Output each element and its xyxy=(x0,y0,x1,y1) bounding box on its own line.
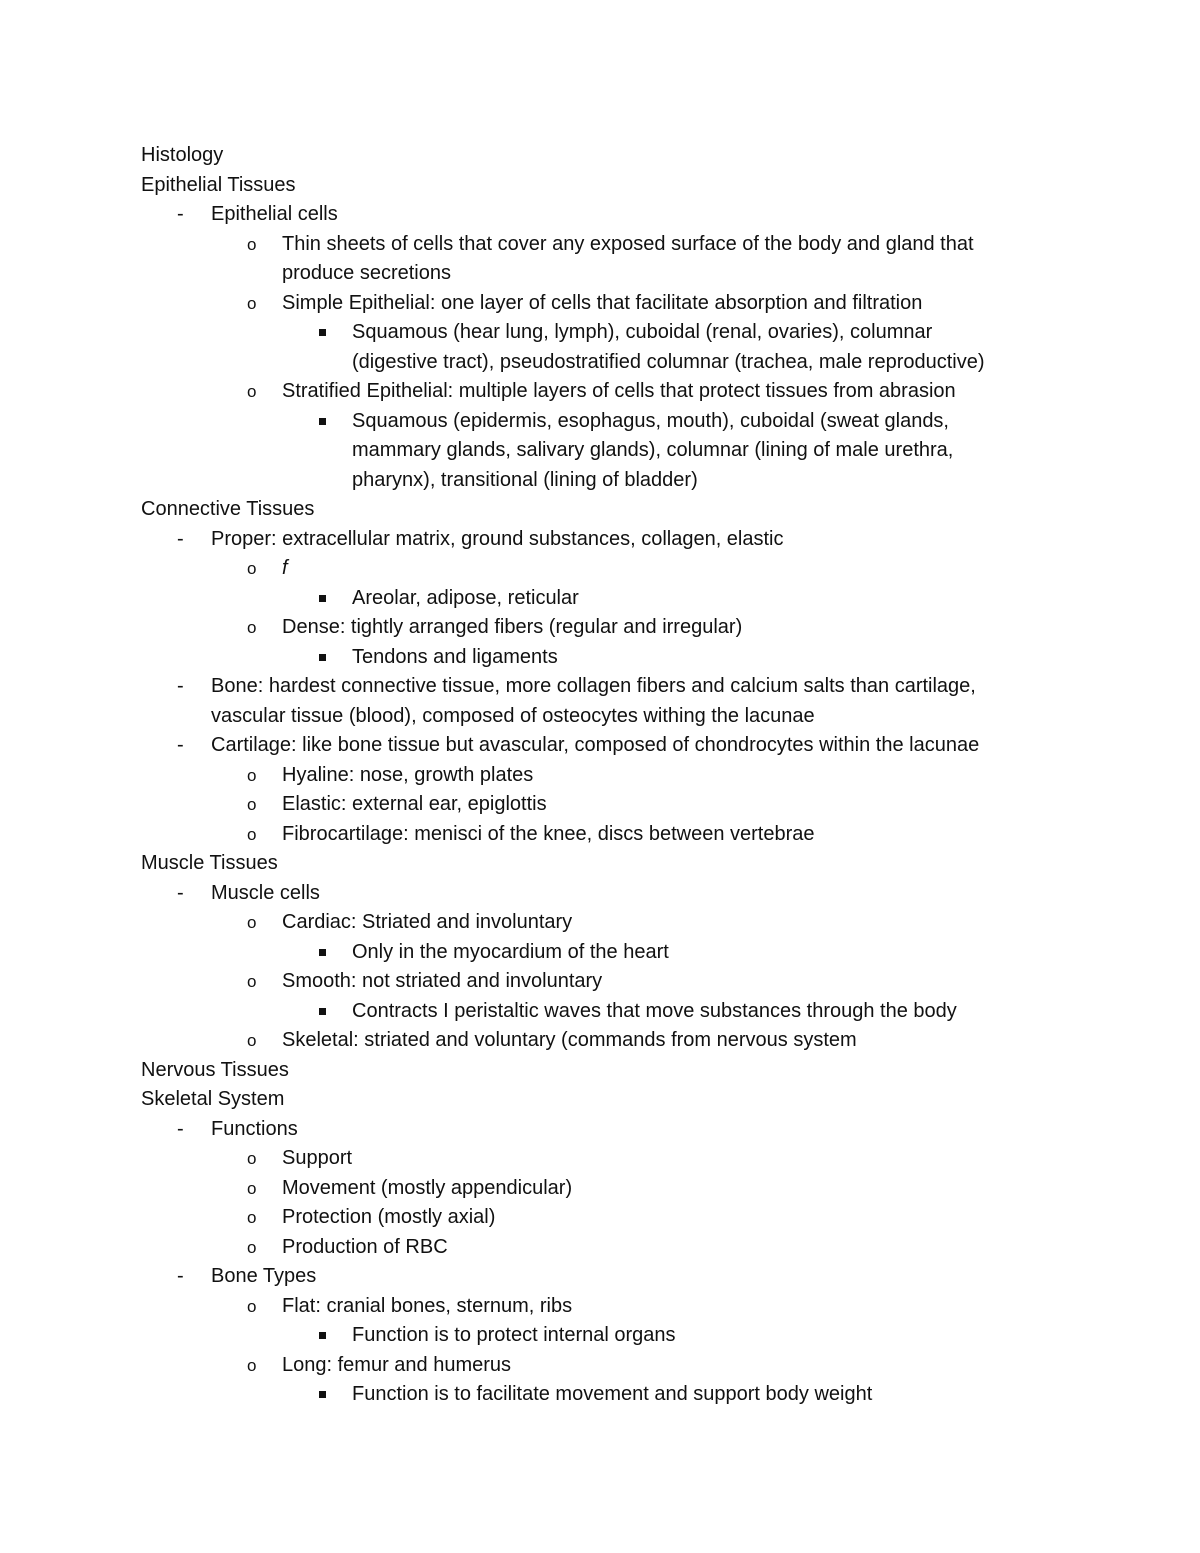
dash-bullet: - xyxy=(177,203,184,225)
section-heading-epithelial: Epithelial Tissues xyxy=(141,173,296,196)
list-item: o Long: femur and humerus xyxy=(141,1351,1071,1381)
list-item: o Movement (mostly appendicular) xyxy=(141,1174,1071,1204)
list-item: o Skeletal: striated and voluntary (commands from nervous system xyxy=(141,1026,1071,1056)
list-item: - Proper: extracellular matrix, ground substances, collagen, elastic xyxy=(141,525,1071,555)
dash-bullet: - xyxy=(177,1265,184,1287)
section-heading-nervous: Nervous Tissues xyxy=(141,1058,289,1081)
section-heading-muscle: Muscle Tissues xyxy=(141,852,278,874)
circle-bullet: o xyxy=(247,1178,257,1198)
list-item: o Production of RBC xyxy=(141,1233,1071,1263)
dash-bullet: - xyxy=(177,881,184,904)
dash-bullet: - xyxy=(177,734,184,756)
list-item: o f xyxy=(141,554,1071,584)
list-item: o Simple Epithelial: one layer of cells that facilitate absorption and filtration xyxy=(141,289,1071,319)
circle-bullet: o xyxy=(247,1237,257,1257)
circle-bullet: o xyxy=(247,1355,257,1375)
list-item-continuation: vascular tissue (blood), composed of osteocytes withing the lacunae xyxy=(211,704,815,727)
list-item: o Elastic: external ear, epiglottis xyxy=(141,790,1071,820)
list-item: Squamous (epidermis, esophagus, mouth), cuboidal (sweat glands, xyxy=(141,407,1071,437)
list-item-continuation: mammary glands, salivary glands), columnar (lining of male urethra, xyxy=(352,439,954,461)
circle-bullet: o xyxy=(247,913,257,932)
dash-bullet: - xyxy=(177,527,184,550)
list-item: o Flat: cranial bones, sternum, ribs xyxy=(141,1292,1071,1322)
list-item: o Stratified Epithelial: multiple layers of cells that protect tissues from abrasion xyxy=(141,377,1071,407)
list-item: o Protection (mostly axial) xyxy=(141,1203,1071,1233)
circle-bullet: o xyxy=(247,972,257,991)
dash-bullet: - xyxy=(177,675,184,697)
list-item: - Epithelial cells xyxy=(141,200,1071,230)
list-item: o Support xyxy=(141,1144,1071,1174)
list-item-continuation: (digestive tract), pseudostratified columnar (trachea, male reproductive) xyxy=(352,350,985,373)
list-item: - Muscle cells xyxy=(141,879,1071,909)
circle-bullet: o xyxy=(247,1208,257,1227)
list-item: o Cardiac: Striated and involuntary xyxy=(141,908,1071,938)
list-item: o Hyaline: nose, growth plates xyxy=(141,761,1071,791)
document-title: Histology xyxy=(141,144,224,166)
list-item-continuation: pharynx), transitional (lining of bladder) xyxy=(352,468,698,491)
circle-bullet: o xyxy=(247,795,257,814)
circle-bullet: o xyxy=(247,293,257,313)
list-item: o Smooth: not striated and involuntary xyxy=(141,967,1071,997)
list-item: Only in the myocardium of the heart xyxy=(141,938,1071,968)
circle-bullet: o xyxy=(247,234,257,254)
circle-bullet: o xyxy=(247,382,257,401)
list-item: Function is to facilitate movement and support body weight xyxy=(141,1380,1071,1410)
list-item: Areolar, adipose, reticular xyxy=(141,584,1071,614)
list-item: o Dense: tightly arranged fibers (regular and irregular) xyxy=(141,613,1071,643)
circle-bullet: o xyxy=(247,1031,257,1050)
circle-bullet: o xyxy=(247,1296,257,1316)
circle-bullet: o xyxy=(247,765,257,785)
circle-bullet: o xyxy=(247,618,257,637)
list-item-continuation: produce secretions xyxy=(282,262,451,284)
section-heading-connective: Connective Tissues xyxy=(141,498,315,520)
list-item: o Thin sheets of cells that cover any exposed surface of the body and gland that xyxy=(141,230,1071,260)
circle-bullet: o xyxy=(247,824,257,844)
section-heading-skeletal: Skeletal System xyxy=(141,1088,285,1110)
list-item: - Bone Types xyxy=(141,1262,1071,1292)
circle-bullet: o xyxy=(247,559,257,578)
dash-bullet: - xyxy=(177,1117,184,1140)
list-item: - Functions xyxy=(141,1115,1071,1145)
list-item: o Fibrocartilage: menisci of the knee, discs between vertebrae xyxy=(141,820,1071,850)
circle-bullet: o xyxy=(247,1149,257,1168)
list-item: - Cartilage: like bone tissue but avascular, composed of chondrocytes within the lacunae xyxy=(141,731,1071,761)
list-item: Tendons and ligaments xyxy=(141,643,1071,673)
document-body xyxy=(141,141,1071,1410)
list-item: Function is to protect internal organs xyxy=(141,1321,1071,1351)
list-item: - Bone: hardest connective tissue, more collagen fibers and calcium salts than cartilage, xyxy=(141,672,1071,702)
list-item: Contracts I peristaltic waves that move substances through the body xyxy=(141,997,1071,1027)
list-item: Squamous (hear lung, lymph), cuboidal (renal, ovaries), columnar xyxy=(141,318,1071,348)
